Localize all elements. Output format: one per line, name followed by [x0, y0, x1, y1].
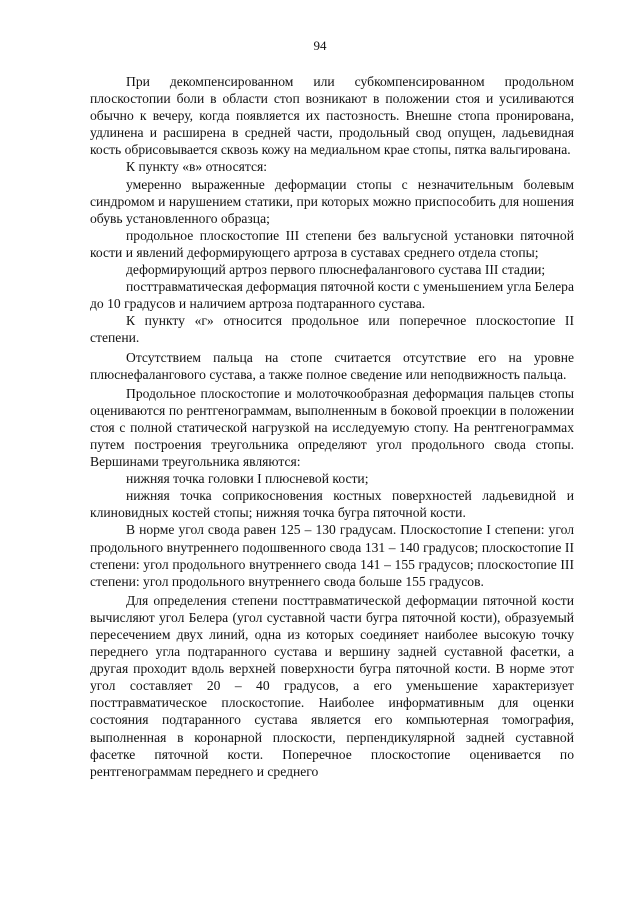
paragraph-beler-angle: Для определения степени посттравматической деформации пяточной кости вычисляют угол Белера (угол суставной части бугра пяточной кости), образуемый пересечением двух линий, одна из которых соединяет наиболее высокую точку переднего угла подтаранного сустава и вершину задней суставной фасетки, а другая проходит вдоль верхней поверхности бугра пяточной кости. В норме этот угол составляет 20 – 40 градусов, а его уменьшение характеризует посттравматическое плоскостопие. Наиболее информативным для оценки состояния подтаранного сустава является его компьютерная томография, выполненная в коронарной плоскости, перпендикулярной задней суставной фасетке пяточной кости. Поперечное плоскостопие оценивается по рентгенограммам переднего и среднего	[90, 592, 574, 779]
paragraph-item-g: К пункту «г» относится продольное или поперечное плоскостопие II степени.	[90, 313, 574, 346]
document-body	[90, 73, 574, 780]
paragraph-item-v-heading: К пункту «в» относятся:	[126, 159, 268, 175]
paragraph-deforming-arthrosis: деформирующий артроз первого плюснефалангового сустава III стадии;	[126, 262, 546, 278]
paragraph-missing-toe: Отсутствием пальца на стопе считается отсутствие его на уровне плюснефалангового сустава, а также полное сведение или неподвижность пальца.	[90, 349, 574, 382]
paragraph-radiograph-evaluation: Продольное плоскостопие и молоточкообразная деформация пальцев стопы оцениваются по рентгенограммам, выполненным в боковой проекции в положении стоя с полной статической нагрузкой на исследуемую стопу. На рентгенограммах путем построения треугольника определяют угол продольного свода стопы. Вершинами треугольника являются:	[90, 385, 574, 470]
paragraph-posttraumatic-deformity: посттравматическая деформация пяточной кости с уменьшением угла Белера до 10 градусов и наличием артроза подтаранного сустава.	[90, 279, 574, 312]
page-number: 94	[313, 38, 327, 53]
paragraph-flatfoot-grade-3: продольное плоскостопие III степени без вальгусной установки пяточной кости и явлений деформирующего артроза в суставах среднего отдела стопы;	[90, 227, 574, 260]
paragraph-arch-angle-norms: В норме угол свода равен 125 – 130 градусам. Плоскостопие I степени: угол продольного внутреннего подошвенного свода 131 – 140 градусов; плоскостопие II степени: угол продольного внутреннего свода 141 – 155 градусов; плоскостопие III степени: угол продольного внутреннего свода больше 155 градусов.	[90, 522, 574, 589]
paragraph-moderate-deformities: умеренно выраженные деформации стопы с незначительным болевым синдромом и нарушением статики, при которых можно приспособить для ношения обувь установленного образца;	[90, 176, 574, 226]
paragraph-decompensated-flatfoot: При декомпенсированном или субкомпенсированном продольном плоскостопии боли в области стоп возникают в положении стоя и усиливаются обычно к вечеру, когда появляется их пастозность. Внешне стопа пронирована, удлинена и расширена в средней части, продольный свод опущен, ладьевидная кость обрисовывается сквозь кожу на медиальном крае стопы, пятка вальгирована.	[90, 74, 574, 158]
paragraph-vertex-2-3: нижняя точка соприкосновения костных поверхностей ладьевидной и клиновидных костей стопы; нижняя точка бугра пяточной кости.	[90, 488, 574, 521]
paragraph-vertex-1: нижняя точка головки I плюсневой кости;	[126, 471, 369, 487]
